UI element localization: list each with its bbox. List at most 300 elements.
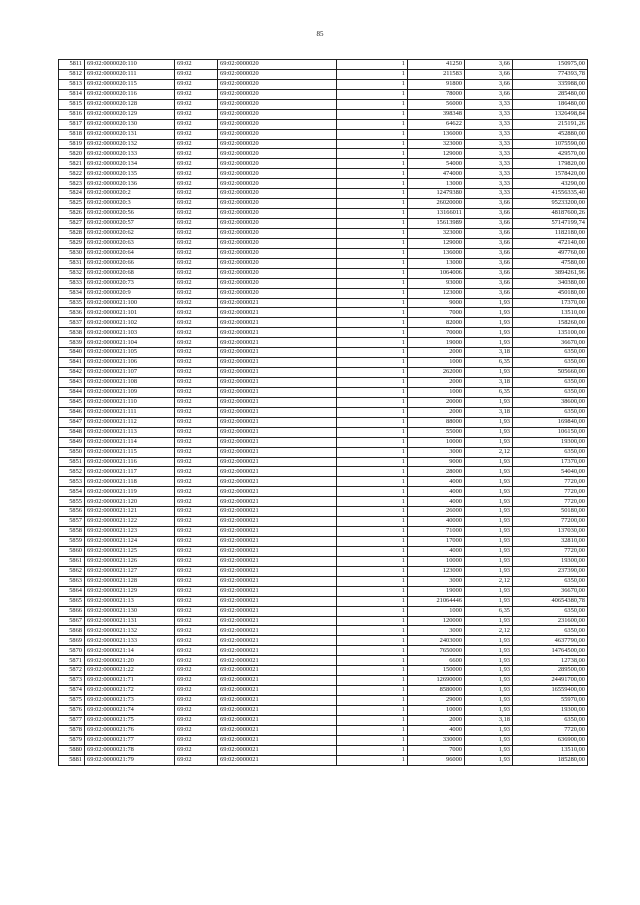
row-number-cell: 5860 (59, 546, 85, 556)
row-number-cell: 5862 (59, 566, 85, 576)
cadastral-number-cell: 69:02:0000021:72 (85, 686, 175, 696)
specific-value-cell: 3,66 (465, 69, 513, 79)
district-code-cell: 69:02 (175, 79, 218, 89)
area-cell: 26000 (408, 507, 465, 517)
cadastral-number-cell: 69:02:0000021:122 (85, 517, 175, 527)
cadastral-value-cell: 40654380,78 (513, 596, 588, 606)
area-cell: 7000 (408, 745, 465, 755)
table-row (59, 626, 588, 636)
area-cell: 91800 (408, 79, 465, 89)
table-row (59, 537, 588, 547)
table-row (59, 676, 588, 686)
cadastral-value-cell: 1326498,84 (513, 109, 588, 119)
specific-value-cell: 2,12 (465, 626, 513, 636)
cadastral-value-cell: 7720,00 (513, 725, 588, 735)
cadastral-number-cell: 69:02:0000021:113 (85, 427, 175, 437)
specific-value-cell: 3,33 (465, 99, 513, 109)
count-cell: 1 (337, 209, 408, 219)
row-number-cell: 5813 (59, 79, 85, 89)
district-code-cell: 69:02 (175, 358, 218, 368)
table-row (59, 616, 588, 626)
row-number-cell: 5859 (59, 537, 85, 547)
count-cell: 1 (337, 219, 408, 229)
cadastral-value-cell: 7720,00 (513, 546, 588, 556)
district-code-cell: 69:02 (175, 179, 218, 189)
cadastral-block-cell: 69:02:0000021 (218, 725, 337, 735)
area-cell: 88000 (408, 417, 465, 427)
row-number-cell: 5865 (59, 596, 85, 606)
cadastral-value-cell: 19300,00 (513, 705, 588, 715)
district-code-cell: 69:02 (175, 258, 218, 268)
count-cell: 1 (337, 616, 408, 626)
specific-value-cell: 3,33 (465, 139, 513, 149)
district-code-cell: 69:02 (175, 507, 218, 517)
district-code-cell: 69:02 (175, 129, 218, 139)
district-code-cell: 69:02 (175, 467, 218, 477)
cadastral-number-cell: 69:02:0000021:128 (85, 576, 175, 586)
cadastral-value-cell: 231600,00 (513, 616, 588, 626)
count-cell: 1 (337, 596, 408, 606)
cadastral-value-cell: 150975,00 (513, 60, 588, 70)
area-cell: 19000 (408, 586, 465, 596)
row-number-cell: 5835 (59, 298, 85, 308)
cadastral-value-cell: 13510,00 (513, 745, 588, 755)
area-cell: 4000 (408, 725, 465, 735)
specific-value-cell: 1,93 (465, 705, 513, 715)
row-number-cell: 5848 (59, 427, 85, 437)
district-code-cell: 69:02 (175, 656, 218, 666)
cadastral-value-cell: 472140,00 (513, 238, 588, 248)
count-cell: 1 (337, 457, 408, 467)
area-cell: 2000 (408, 407, 465, 417)
district-code-cell: 69:02 (175, 755, 218, 765)
area-cell: 1000 (408, 358, 465, 368)
cadastral-number-cell: 69:02:0000020:2 (85, 189, 175, 199)
area-cell: 150000 (408, 666, 465, 676)
count-cell: 1 (337, 407, 408, 417)
area-cell: 3000 (408, 447, 465, 457)
cadastral-block-cell: 69:02:0000021 (218, 487, 337, 497)
table-row (59, 129, 588, 139)
cadastral-value-cell: 774393,78 (513, 69, 588, 79)
district-code-cell: 69:02 (175, 60, 218, 70)
area-cell: 12690000 (408, 676, 465, 686)
area-cell: 323000 (408, 228, 465, 238)
cadastral-value-cell: 6350,00 (513, 348, 588, 358)
row-number-cell: 5819 (59, 139, 85, 149)
area-cell: 26020000 (408, 199, 465, 209)
cadastral-block-cell: 69:02:0000021 (218, 477, 337, 487)
area-cell: 136000 (408, 248, 465, 258)
row-number-cell: 5827 (59, 219, 85, 229)
row-number-cell: 5851 (59, 457, 85, 467)
cadastral-number-cell: 69:02:0000021:22 (85, 666, 175, 676)
cadastral-number-cell: 69:02:0000020:111 (85, 69, 175, 79)
table-row (59, 705, 588, 715)
table-row (59, 149, 588, 159)
count-cell: 1 (337, 447, 408, 457)
cadastral-block-cell: 69:02:0000021 (218, 348, 337, 358)
count-cell: 1 (337, 656, 408, 666)
district-code-cell: 69:02 (175, 318, 218, 328)
specific-value-cell: 1,93 (465, 735, 513, 745)
district-code-cell: 69:02 (175, 686, 218, 696)
cadastral-block-cell: 69:02:0000021 (218, 378, 337, 388)
count-cell: 1 (337, 149, 408, 159)
area-cell: 129000 (408, 149, 465, 159)
area-cell: 4000 (408, 487, 465, 497)
cadastral-value-cell: 7720,00 (513, 497, 588, 507)
count-cell: 1 (337, 159, 408, 169)
area-cell: 12479380 (408, 189, 465, 199)
row-number-cell: 5852 (59, 467, 85, 477)
table-row (59, 189, 588, 199)
cadastral-number-cell: 69:02:0000021:130 (85, 606, 175, 616)
table-row (59, 338, 588, 348)
cadastral-number-cell: 69:02:0000021:124 (85, 537, 175, 547)
area-cell: 4000 (408, 497, 465, 507)
table-row (59, 179, 588, 189)
cadastral-value-cell: 215191,26 (513, 119, 588, 129)
cadastral-number-cell: 69:02:0000021:109 (85, 387, 175, 397)
district-code-cell: 69:02 (175, 99, 218, 109)
area-cell: 7650000 (408, 646, 465, 656)
area-cell: 2403000 (408, 636, 465, 646)
cadastral-block-cell: 69:02:0000021 (218, 656, 337, 666)
cadastral-number-cell: 69:02:0000020:64 (85, 248, 175, 258)
row-number-cell: 5855 (59, 497, 85, 507)
cadastral-value-cell: 106150,00 (513, 427, 588, 437)
cadastral-block-cell: 69:02:0000020 (218, 159, 337, 169)
cadastral-value-cell: 186480,00 (513, 99, 588, 109)
district-code-cell: 69:02 (175, 487, 218, 497)
specific-value-cell: 1,93 (465, 537, 513, 547)
specific-value-cell: 1,93 (465, 616, 513, 626)
count-cell: 1 (337, 348, 408, 358)
area-cell: 129000 (408, 238, 465, 248)
count-cell: 1 (337, 517, 408, 527)
district-code-cell: 69:02 (175, 696, 218, 706)
cadastral-number-cell: 69:02:0000020:132 (85, 139, 175, 149)
cadastral-block-cell: 69:02:0000020 (218, 238, 337, 248)
row-number-cell: 5811 (59, 60, 85, 70)
district-code-cell: 69:02 (175, 407, 218, 417)
table-row (59, 159, 588, 169)
row-number-cell: 5870 (59, 646, 85, 656)
cadastral-block-cell: 69:02:0000021 (218, 328, 337, 338)
count-cell: 1 (337, 119, 408, 129)
cadastral-value-cell: 137030,00 (513, 527, 588, 537)
cadastral-number-cell: 69:02:0000021:120 (85, 497, 175, 507)
table-row (59, 69, 588, 79)
district-code-cell: 69:02 (175, 606, 218, 616)
row-number-cell: 5814 (59, 89, 85, 99)
cadastral-block-cell: 69:02:0000021 (218, 467, 337, 477)
table-row (59, 755, 588, 765)
specific-value-cell: 1,93 (465, 686, 513, 696)
row-number-cell: 5821 (59, 159, 85, 169)
specific-value-cell: 1,93 (465, 467, 513, 477)
cadastral-block-cell: 69:02:0000020 (218, 109, 337, 119)
district-code-cell: 69:02 (175, 368, 218, 378)
count-cell: 1 (337, 338, 408, 348)
cadastral-block-cell: 69:02:0000020 (218, 199, 337, 209)
cadastral-number-cell: 69:02:0000020:3 (85, 199, 175, 209)
area-cell: 2000 (408, 378, 465, 388)
cadastral-block-cell: 69:02:0000021 (218, 457, 337, 467)
row-number-cell: 5857 (59, 517, 85, 527)
count-cell: 1 (337, 199, 408, 209)
table-row (59, 507, 588, 517)
specific-value-cell: 3,33 (465, 149, 513, 159)
specific-value-cell: 3,33 (465, 109, 513, 119)
count-cell: 1 (337, 427, 408, 437)
row-number-cell: 5830 (59, 248, 85, 258)
row-number-cell: 5840 (59, 348, 85, 358)
cadastral-number-cell: 69:02:0000021:133 (85, 636, 175, 646)
cadastral-number-cell: 69:02:0000021:75 (85, 715, 175, 725)
cadastral-number-cell: 69:02:0000021:123 (85, 527, 175, 537)
cadastral-block-cell: 69:02:0000021 (218, 566, 337, 576)
count-cell: 1 (337, 745, 408, 755)
cadastral-number-cell: 69:02:0000020:130 (85, 119, 175, 129)
row-number-cell: 5878 (59, 725, 85, 735)
district-code-cell: 69:02 (175, 566, 218, 576)
row-number-cell: 5812 (59, 69, 85, 79)
cadastral-value-cell: 285480,00 (513, 89, 588, 99)
cadastral-number-cell: 69:02:0000020:115 (85, 79, 175, 89)
table-row (59, 298, 588, 308)
district-code-cell: 69:02 (175, 447, 218, 457)
table-row (59, 487, 588, 497)
specific-value-cell: 3,66 (465, 228, 513, 238)
table-row (59, 407, 588, 417)
cadastral-value-cell: 6350,00 (513, 606, 588, 616)
table-row (59, 606, 588, 616)
area-cell: 136000 (408, 129, 465, 139)
cadastral-value-cell: 289500,00 (513, 666, 588, 676)
cadastral-block-cell: 69:02:0000021 (218, 556, 337, 566)
area-cell: 3000 (408, 576, 465, 586)
area-cell: 8580000 (408, 686, 465, 696)
cadastral-value-cell: 50180,00 (513, 507, 588, 517)
count-cell: 1 (337, 129, 408, 139)
table-row (59, 566, 588, 576)
table-row (59, 497, 588, 507)
district-code-cell: 69:02 (175, 546, 218, 556)
table-row (59, 258, 588, 268)
area-cell: 13166011 (408, 209, 465, 219)
cadastral-block-cell: 69:02:0000021 (218, 368, 337, 378)
count-cell: 1 (337, 437, 408, 447)
cadastral-value-cell: 6350,00 (513, 407, 588, 417)
specific-value-cell: 6,35 (465, 358, 513, 368)
district-code-cell: 69:02 (175, 497, 218, 507)
table-row (59, 238, 588, 248)
count-cell: 1 (337, 477, 408, 487)
cadastral-number-cell: 69:02:0000020:62 (85, 228, 175, 238)
count-cell: 1 (337, 566, 408, 576)
cadastral-block-cell: 69:02:0000021 (218, 358, 337, 368)
table-row (59, 646, 588, 656)
specific-value-cell: 1,93 (465, 328, 513, 338)
district-code-cell: 69:02 (175, 387, 218, 397)
specific-value-cell: 1,93 (465, 696, 513, 706)
cadastral-value-cell: 38600,00 (513, 397, 588, 407)
row-number-cell: 5873 (59, 676, 85, 686)
district-code-cell: 69:02 (175, 169, 218, 179)
cadastral-number-cell: 69:02:0000021:13 (85, 596, 175, 606)
cadastral-block-cell: 69:02:0000020 (218, 258, 337, 268)
row-number-cell: 5867 (59, 616, 85, 626)
cadastral-number-cell: 69:02:0000021:71 (85, 676, 175, 686)
cadastral-number-cell: 69:02:0000021:110 (85, 397, 175, 407)
table-row (59, 666, 588, 676)
district-code-cell: 69:02 (175, 735, 218, 745)
cadastral-value-cell: 237390,00 (513, 566, 588, 576)
cadastral-value-cell: 47580,00 (513, 258, 588, 268)
row-number-cell: 5863 (59, 576, 85, 586)
cadastral-number-cell: 69:02:0000020:135 (85, 169, 175, 179)
area-cell: 3000 (408, 626, 465, 636)
cadastral-block-cell: 69:02:0000021 (218, 397, 337, 407)
row-number-cell: 5817 (59, 119, 85, 129)
registry-table (58, 59, 588, 766)
specific-value-cell: 6,35 (465, 387, 513, 397)
cadastral-value-cell: 6350,00 (513, 387, 588, 397)
cadastral-value-cell: 158260,00 (513, 318, 588, 328)
district-code-cell: 69:02 (175, 189, 218, 199)
row-number-cell: 5836 (59, 308, 85, 318)
specific-value-cell: 3,66 (465, 268, 513, 278)
cadastral-number-cell: 69:02:0000020:9 (85, 288, 175, 298)
district-code-cell: 69:02 (175, 109, 218, 119)
specific-value-cell: 1,93 (465, 556, 513, 566)
district-code-cell: 69:02 (175, 457, 218, 467)
cadastral-value-cell: 54040,00 (513, 467, 588, 477)
row-number-cell: 5866 (59, 606, 85, 616)
table-row (59, 546, 588, 556)
district-code-cell: 69:02 (175, 666, 218, 676)
count-cell: 1 (337, 79, 408, 89)
cadastral-number-cell: 69:02:0000021:107 (85, 368, 175, 378)
count-cell: 1 (337, 606, 408, 616)
area-cell: 29000 (408, 696, 465, 706)
cadastral-value-cell: 1182180,00 (513, 228, 588, 238)
district-code-cell: 69:02 (175, 417, 218, 427)
table-row (59, 209, 588, 219)
specific-value-cell: 3,66 (465, 278, 513, 288)
cadastral-block-cell: 69:02:0000020 (218, 179, 337, 189)
cadastral-value-cell: 185280,00 (513, 755, 588, 765)
specific-value-cell: 1,93 (465, 368, 513, 378)
table-row (59, 60, 588, 70)
specific-value-cell: 3,66 (465, 89, 513, 99)
cadastral-number-cell: 69:02:0000020:56 (85, 209, 175, 219)
cadastral-block-cell: 69:02:0000021 (218, 338, 337, 348)
area-cell: 1064006 (408, 268, 465, 278)
cadastral-number-cell: 69:02:0000020:129 (85, 109, 175, 119)
cadastral-number-cell: 69:02:0000021:104 (85, 338, 175, 348)
area-cell: 40000 (408, 517, 465, 527)
area-cell: 2000 (408, 715, 465, 725)
cadastral-value-cell: 6350,00 (513, 378, 588, 388)
cadastral-value-cell: 636900,00 (513, 735, 588, 745)
count-cell: 1 (337, 109, 408, 119)
area-cell: 120000 (408, 616, 465, 626)
cadastral-number-cell: 69:02:0000021:20 (85, 656, 175, 666)
count-cell: 1 (337, 417, 408, 427)
cadastral-block-cell: 69:02:0000020 (218, 89, 337, 99)
count-cell: 1 (337, 666, 408, 676)
specific-value-cell: 1,93 (465, 427, 513, 437)
cadastral-block-cell: 69:02:0000020 (218, 139, 337, 149)
row-number-cell: 5880 (59, 745, 85, 755)
specific-value-cell: 1,93 (465, 417, 513, 427)
count-cell: 1 (337, 278, 408, 288)
specific-value-cell: 6,35 (465, 606, 513, 616)
cadastral-block-cell: 69:02:0000020 (218, 129, 337, 139)
area-cell: 20000 (408, 397, 465, 407)
specific-value-cell: 3,18 (465, 407, 513, 417)
table-row (59, 348, 588, 358)
row-number-cell: 5861 (59, 556, 85, 566)
area-cell: 82000 (408, 318, 465, 328)
specific-value-cell: 3,18 (465, 715, 513, 725)
row-number-cell: 5872 (59, 666, 85, 676)
count-cell: 1 (337, 527, 408, 537)
row-number-cell: 5846 (59, 407, 85, 417)
district-code-cell: 69:02 (175, 477, 218, 487)
cadastral-number-cell: 69:02:0000020:66 (85, 258, 175, 268)
row-number-cell: 5841 (59, 358, 85, 368)
table-row (59, 715, 588, 725)
area-cell: 474000 (408, 169, 465, 179)
area-cell: 13000 (408, 179, 465, 189)
area-cell: 10000 (408, 556, 465, 566)
specific-value-cell: 3,66 (465, 209, 513, 219)
cadastral-number-cell: 69:02:0000020:57 (85, 219, 175, 229)
row-number-cell: 5824 (59, 189, 85, 199)
cadastral-number-cell: 69:02:0000021:118 (85, 477, 175, 487)
row-number-cell: 5826 (59, 209, 85, 219)
district-code-cell: 69:02 (175, 139, 218, 149)
district-code-cell: 69:02 (175, 209, 218, 219)
table-row (59, 268, 588, 278)
table-row (59, 636, 588, 646)
area-cell: 1000 (408, 606, 465, 616)
area-cell: 9000 (408, 457, 465, 467)
district-code-cell: 69:02 (175, 596, 218, 606)
count-cell: 1 (337, 626, 408, 636)
cadastral-number-cell: 69:02:0000021:115 (85, 447, 175, 457)
cadastral-value-cell: 6350,00 (513, 626, 588, 636)
cadastral-block-cell: 69:02:0000021 (218, 576, 337, 586)
row-number-cell: 5834 (59, 288, 85, 298)
area-cell: 21064446 (408, 596, 465, 606)
row-number-cell: 5876 (59, 705, 85, 715)
cadastral-block-cell: 69:02:0000021 (218, 447, 337, 457)
cadastral-block-cell: 69:02:0000021 (218, 596, 337, 606)
cadastral-value-cell: 17370,00 (513, 298, 588, 308)
cadastral-block-cell: 69:02:0000021 (218, 626, 337, 636)
count-cell: 1 (337, 179, 408, 189)
cadastral-block-cell: 69:02:0000021 (218, 636, 337, 646)
page-number: 85 (316, 30, 324, 38)
cadastral-number-cell: 69:02:0000020:73 (85, 278, 175, 288)
count-cell: 1 (337, 99, 408, 109)
specific-value-cell: 3,33 (465, 119, 513, 129)
